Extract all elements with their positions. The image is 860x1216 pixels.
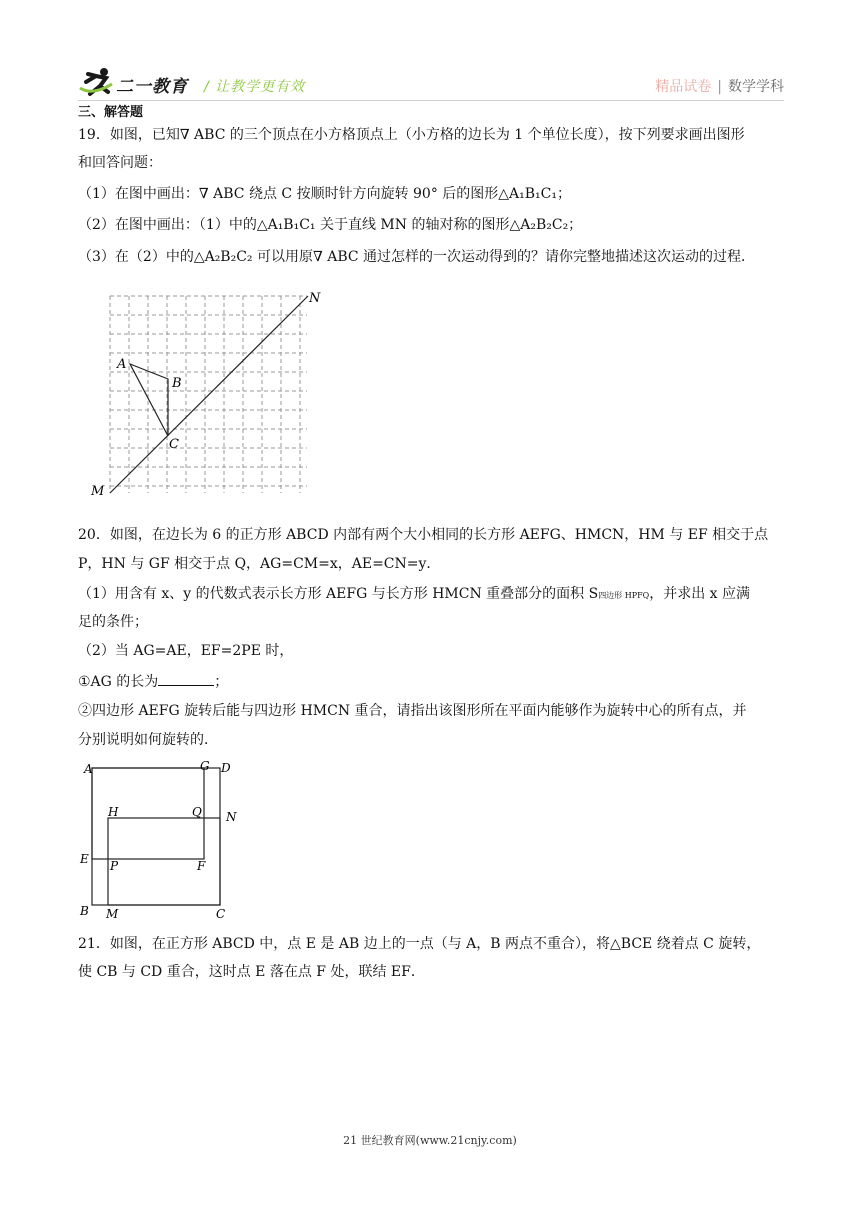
answer-blank	[158, 671, 214, 686]
q19-part3: （3）在（2）中的△A₂B₂C₂ 可以用原∇ ABC 通过怎样的一次运动得到的？请你完整地描述这次运动的过程．	[78, 249, 756, 265]
label-c: C	[169, 437, 179, 452]
label-e: E	[80, 852, 89, 866]
q21-line2: 使 CB 与 CD 重合，这时点 E 落在点 F 处，联结 EF．	[78, 964, 425, 980]
q20-item1-suffix: ；	[214, 674, 229, 690]
header-subject: 数学学科	[728, 79, 784, 95]
q20-part1a-text: （1）用含有 x、y 的代数式表示长方形 AEFG 与长方形 HMCN 重叠部分的面积 S	[78, 586, 599, 602]
q20-part2: （2）当 AG=AE，EF=2PE 时，	[78, 643, 294, 659]
label-q: Q	[192, 805, 202, 819]
page-header	[78, 66, 784, 100]
q20-part1b: 足的条件；	[78, 614, 148, 630]
brand-slogan: / 让教学更有效	[204, 79, 306, 95]
q20-part1a-tail: ，并求出 x 应满	[649, 586, 750, 602]
q20-line1: 20．如图，在边长为 6 的正方形 ABCD 内部有两个大小相同的长方形 AEFG、HMCN，HM 与 EF 相交于点	[78, 527, 769, 543]
q19-part1: （1）在图中画出：∇ ABC 绕点 C 按顺时针方向旋转 90° 后的图形△A₁B₁C₁；	[78, 186, 571, 202]
q19-part2: （2）在图中画出：（1）中的△A₁B₁C₁ 关于直线 MN 的轴对称的图形△A₂B₂C₂；	[78, 217, 583, 233]
q20-item1-prefix: ①AG 的长为	[78, 674, 159, 690]
label-h: H	[108, 805, 119, 819]
q20-item1	[78, 671, 228, 692]
q20-rectangles-figure	[78, 758, 248, 924]
section-title: 三、解答题	[78, 105, 144, 120]
label-m: M	[106, 907, 119, 921]
header-tag: 精品试卷	[655, 79, 712, 95]
q19-line2: 和回答问题：	[78, 155, 162, 171]
line-mn	[110, 296, 308, 493]
runner-logo-icon	[78, 66, 118, 100]
header-right	[655, 76, 784, 96]
label-n: N	[226, 810, 237, 824]
brand-logo	[78, 66, 196, 100]
header-separator: |	[717, 79, 722, 95]
label-f: F	[197, 859, 206, 873]
label-c: C	[216, 907, 226, 921]
q20-part1a-sub: 四边形 HPFQ	[598, 591, 650, 600]
header-rule	[78, 100, 784, 101]
label-d: D	[221, 761, 231, 775]
q20-part1a	[78, 584, 750, 606]
label-p: P	[110, 859, 119, 873]
q20-item2a: ②四边形 AEFG 旋转后能与四边形 HMCN 重合，请指出该图形所在平面内能够作为旋转中心的所有点，并	[78, 703, 747, 719]
label-a: A	[84, 762, 93, 776]
label-g: G	[200, 759, 210, 773]
q19-grid-figure	[88, 286, 328, 502]
label-b: B	[80, 904, 89, 918]
page-footer: 21 世纪教育网(www.21cnjy.com)	[343, 1134, 517, 1147]
q21-line1: 21．如图，在正方形 ABCD 中，点 E 是 AB 边上的一点（与 A，B 两点不重合），将△BCE 绕着点 C 旋转，	[78, 936, 761, 952]
q20-item2b: 分别说明如何旋转的．	[78, 732, 218, 748]
label-a: A	[117, 357, 127, 372]
q19-line1: 19．如图，已知∇ ABC 的三个顶点在小方格顶点上（小方格的边长为 1 个单位长度），按下列要求画出图形	[78, 127, 745, 143]
label-n: N	[309, 291, 321, 306]
triangle-abc	[130, 364, 168, 436]
q20-line2: P，HN 与 GF 相交于点 Q，AG=CM=x，AE=CN=y．	[78, 556, 441, 572]
label-m: M	[91, 484, 105, 499]
square-abcd	[92, 768, 220, 905]
brand-name: 二一教育	[116, 77, 188, 97]
label-b: B	[172, 376, 182, 391]
